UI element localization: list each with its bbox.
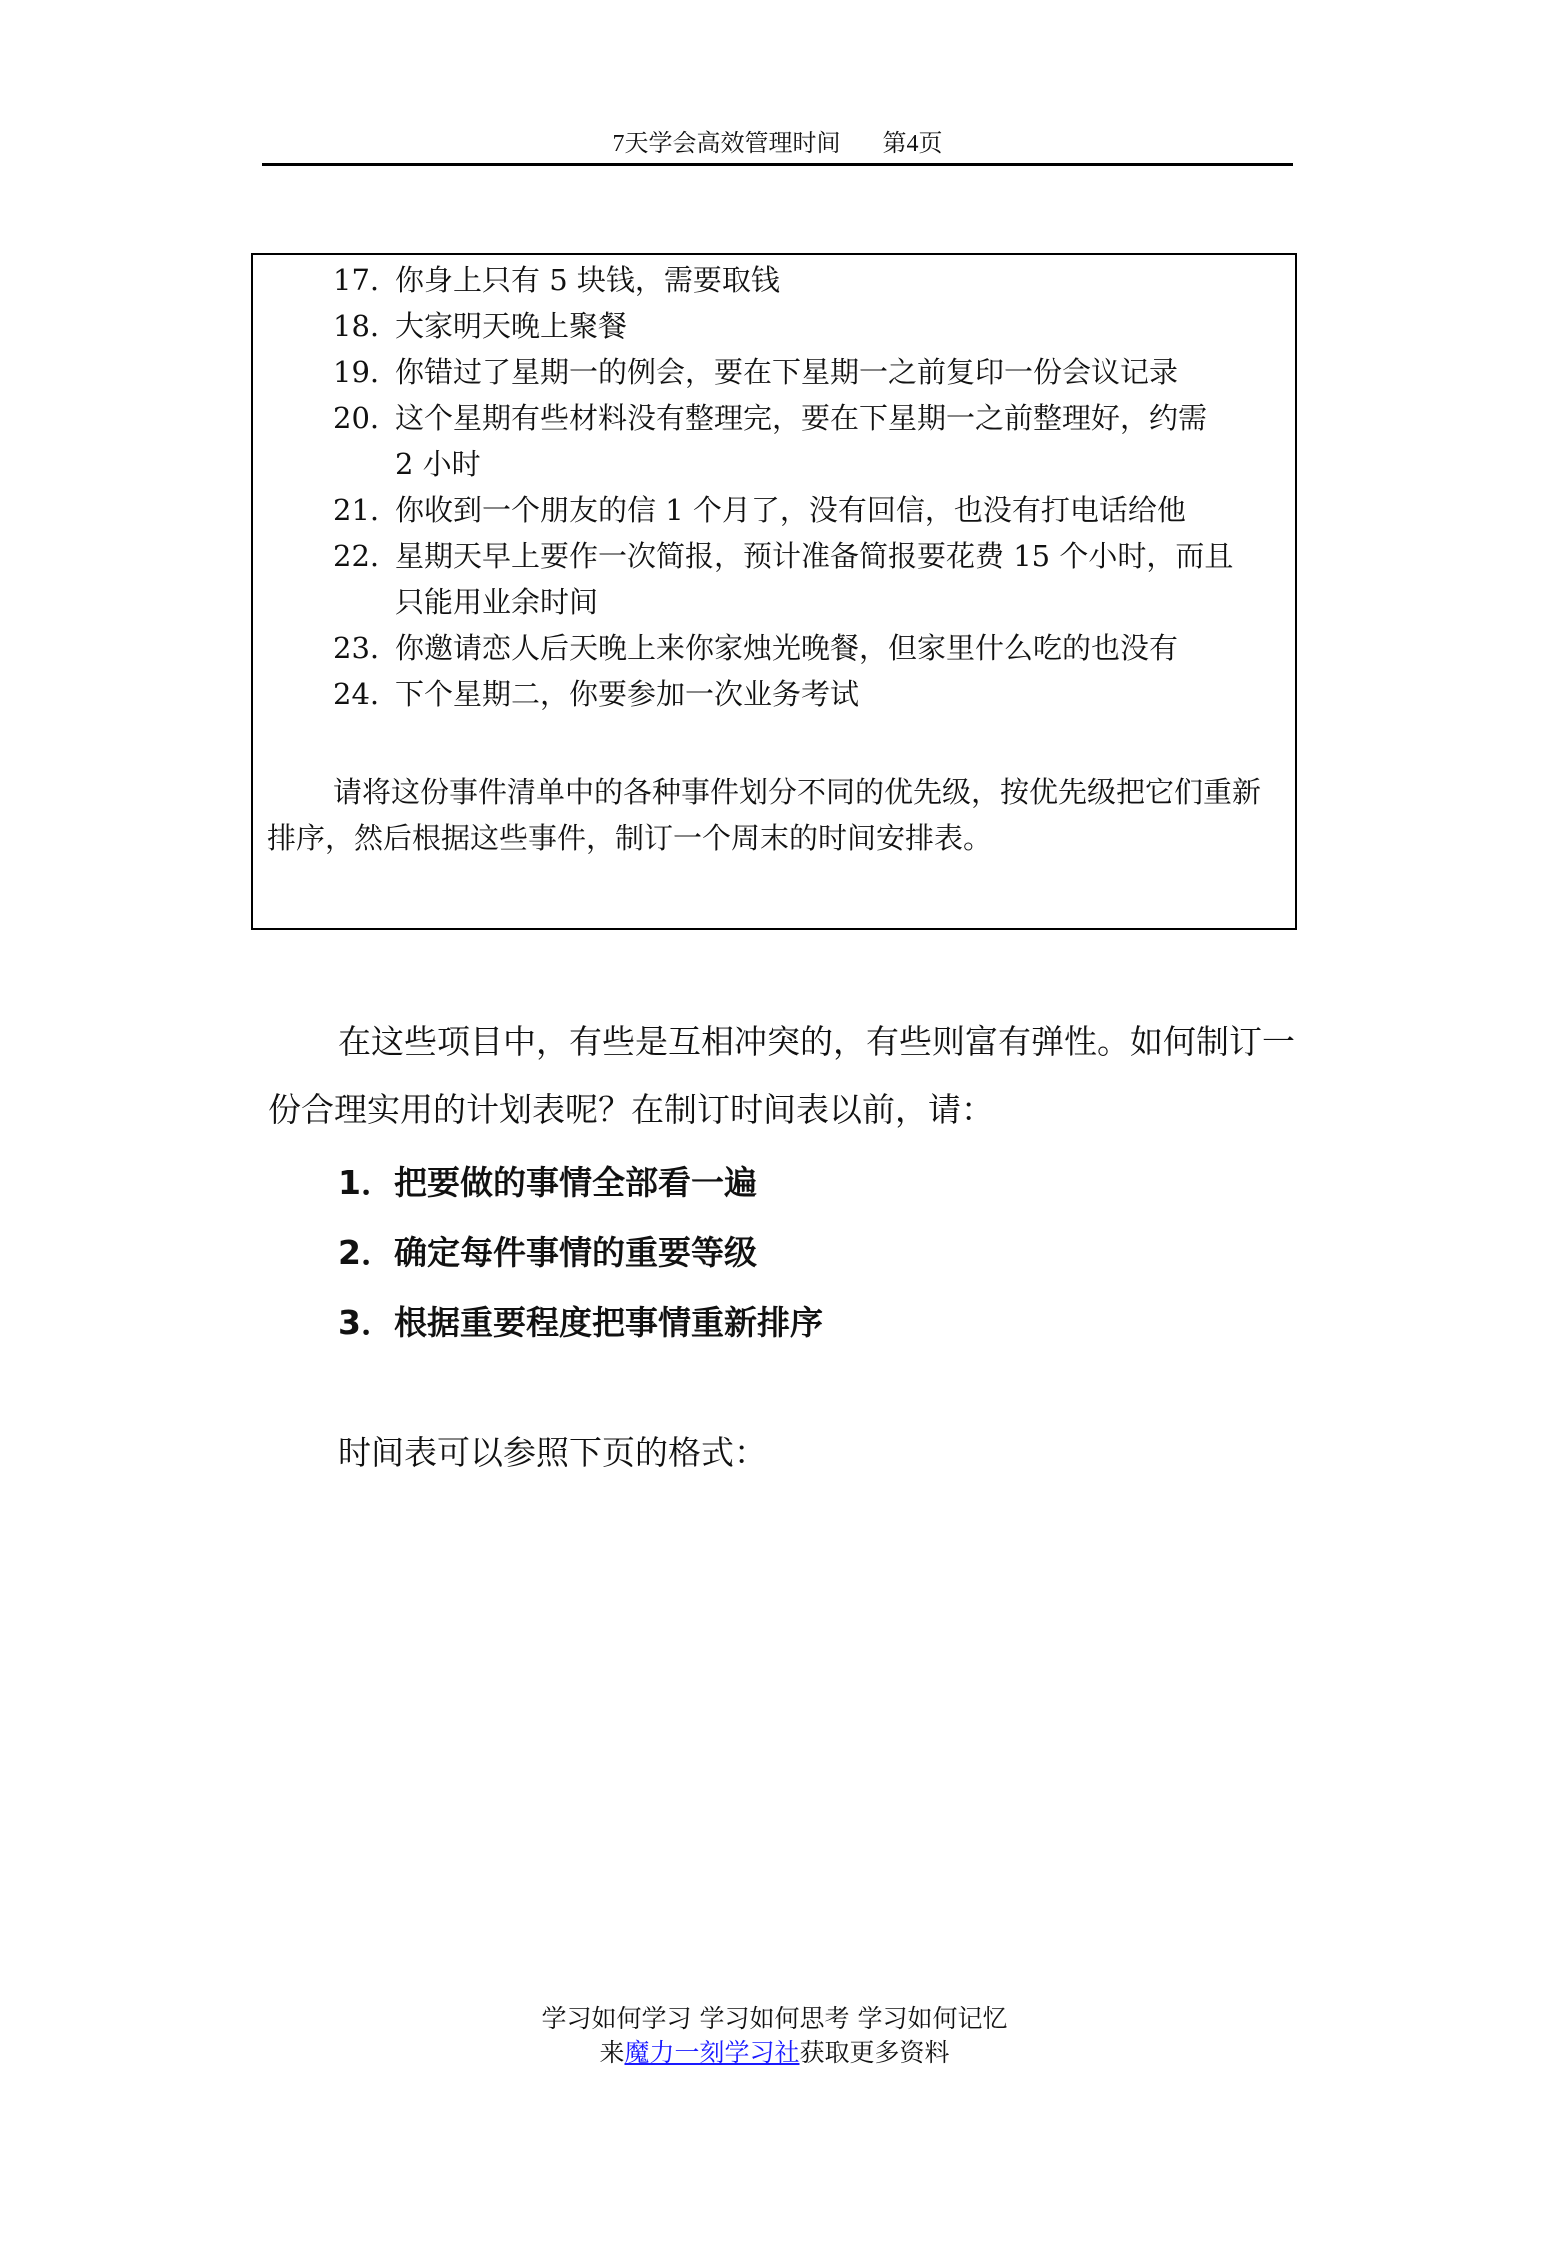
list-item: 20. 这个星期有些材料没有整理完，要在下星期一之前整理好，约需 2 小时 — [333, 401, 1208, 481]
schedule-note: 时间表可以参照下页的格式： — [338, 1433, 767, 1472]
book-title: 7天学会高效管理时间 — [612, 131, 841, 157]
step-item: 3．根据重要程度把事情重新排序 — [338, 1303, 823, 1342]
step-item: 1．把要做的事情全部看一遍 — [338, 1163, 757, 1202]
list-item: 21. 你收到一个朋友的信 1 个月了，没有回信，也没有打电话给他 — [333, 493, 1186, 527]
study-club-link[interactable]: 魔力一刻学习社 — [624, 2038, 800, 2067]
footer-slogan: 学习如何学习 学习如何思考 学习如何记忆 — [541, 2004, 1008, 2033]
list-item: 24. 下个星期二，你要参加一次业务考试 — [333, 677, 860, 711]
footer-link-line: 来魔力一刻学习社获取更多资料 — [599, 2038, 950, 2067]
page-number: 第4页 — [882, 131, 943, 157]
body-paragraph: 在这些项目中，有些是互相冲突的，有些则富有弹性。如何制订一份合理实用的计划表呢？在制订时间表以前，请： — [268, 1022, 1295, 1129]
list-item: 22. 星期天早上要作一次简报，预计准备简报要花费 15 个小时，而且 只能用业余时间 — [333, 539, 1234, 619]
list-item: 17. 你身上只有 5 块钱，需要取钱 — [333, 263, 780, 297]
page-footer — [0, 2002, 1549, 2070]
step-item: 2．确定每件事情的重要等级 — [338, 1233, 757, 1272]
page-header — [262, 128, 1293, 160]
list-item: 18. 大家明天晚上聚餐 — [333, 309, 628, 343]
instruction-text: 请将这份事件清单中的各种事件划分不同的优先级，按优先级把它们重新排序，然后根据这些事件，制订一个周末的时间安排表。 — [267, 775, 1262, 855]
event-list-box — [251, 253, 1297, 930]
list-item: 19. 你错过了星期一的例会，要在下星期一之前复印一份会议记录 — [333, 355, 1179, 389]
list-item: 23. 你邀请恋人后天晚上来你家烛光晚餐，但家里什么吃的也没有 — [333, 631, 1179, 665]
header-divider — [262, 163, 1293, 166]
steps-list — [338, 1148, 823, 1358]
